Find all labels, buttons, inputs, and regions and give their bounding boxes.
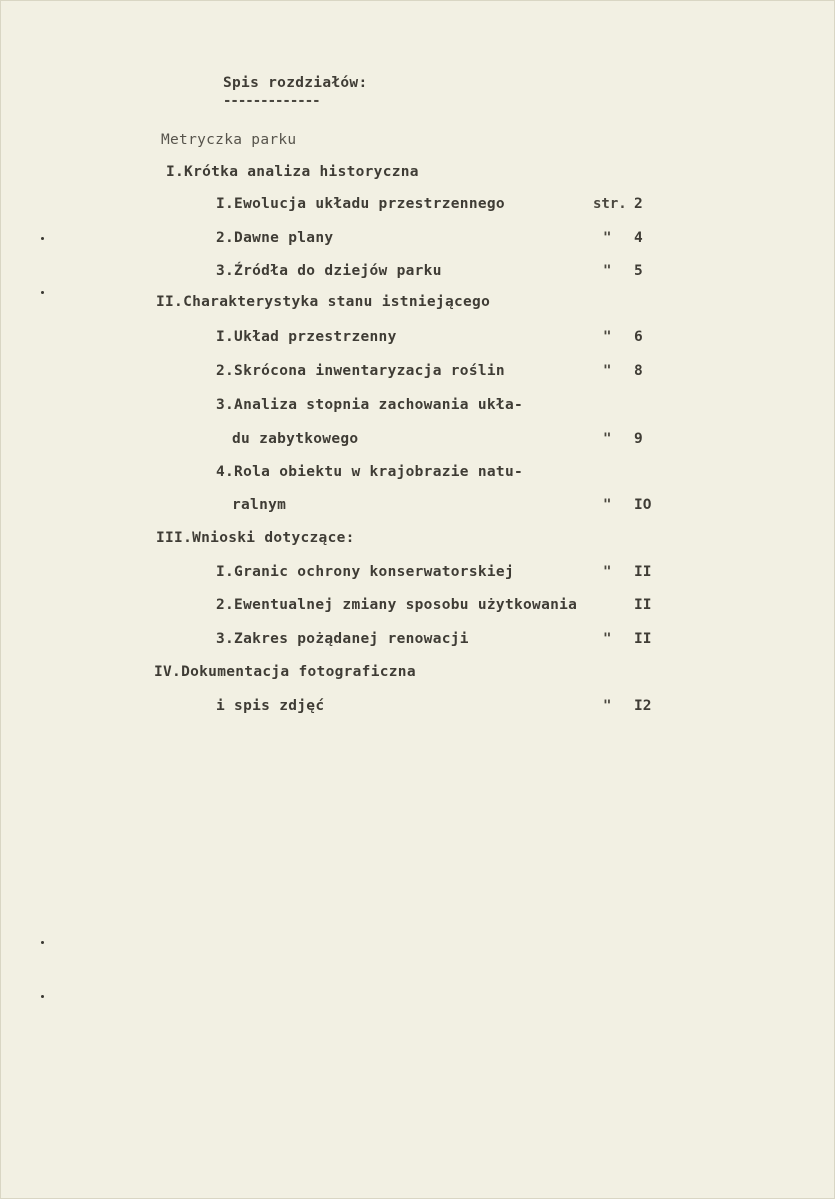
toc-entry-1-2: 2.Dawne plany: [216, 230, 334, 246]
toc-entry-2-3-cont: du zabytkowego: [232, 431, 359, 447]
page-number: II: [634, 631, 652, 647]
toc-entry-3-1: I.Granic ochrony konserwatorskiej: [216, 564, 514, 580]
ditto-mark: ": [603, 230, 612, 246]
toc-section-1: I.Krótka analiza historyczna: [166, 164, 419, 180]
page-number: 5: [634, 263, 643, 279]
page-number: II: [634, 564, 652, 580]
title-underline: -------------: [223, 93, 320, 109]
ditto-mark: ": [603, 497, 612, 513]
ditto-mark: ": [603, 431, 612, 447]
margin-mark: [41, 291, 44, 294]
page-number: 6: [634, 329, 643, 345]
toc-entry-2-4: 4.Rola obiektu w krajobrazie natu-: [216, 464, 524, 480]
page-number: IO: [634, 497, 652, 513]
toc-entry-4-cont: i spis zdjęć: [216, 698, 325, 714]
margin-mark: [41, 941, 44, 944]
ditto-mark: ": [603, 329, 612, 345]
page-number: II: [634, 597, 652, 613]
toc-entry-2-4-cont: ralnym: [232, 497, 287, 513]
toc-section-3: III.Wnioski dotyczące:: [156, 530, 355, 546]
page-number: 2: [634, 196, 643, 212]
ditto-mark: ": [603, 263, 612, 279]
toc-entry-2-1: I.Układ przestrzenny: [216, 329, 397, 345]
margin-mark: [41, 237, 44, 240]
toc-entry-1-1: I.Ewolucja układu przestrzennego: [216, 196, 505, 212]
toc-entry-2-3: 3.Analiza stopnia zachowania ukła-: [216, 397, 524, 413]
margin-mark: [41, 995, 44, 998]
toc-entry-2-2: 2.Skrócona inwentaryzacja roślin: [216, 363, 505, 379]
page-number: I2: [634, 698, 652, 714]
ditto-mark: ": [603, 698, 612, 714]
page-number: 8: [634, 363, 643, 379]
page-number: 9: [634, 431, 643, 447]
page-title: Spis rozdziałów:: [223, 75, 368, 91]
toc-entry-3-3: 3.Zakres pożądanej renowacji: [216, 631, 469, 647]
toc-entry-1-3: 3.Źródła do dziejów parku: [216, 263, 442, 279]
toc-section-4: IV.Dokumentacja fotograficzna: [154, 664, 416, 680]
ditto-mark: ": [603, 631, 612, 647]
str-label: str.: [593, 196, 627, 212]
ditto-mark: ": [603, 564, 612, 580]
page-number: 4: [634, 230, 643, 246]
toc-entry-3-2: 2.Ewentualnej zmiany sposobu użytkowania: [216, 597, 578, 613]
toc-entry-metryczka: Metryczka parku: [161, 132, 297, 148]
toc-section-2: II.Charakterystyka stanu istniejącego: [156, 294, 491, 310]
ditto-mark: ": [603, 363, 612, 379]
